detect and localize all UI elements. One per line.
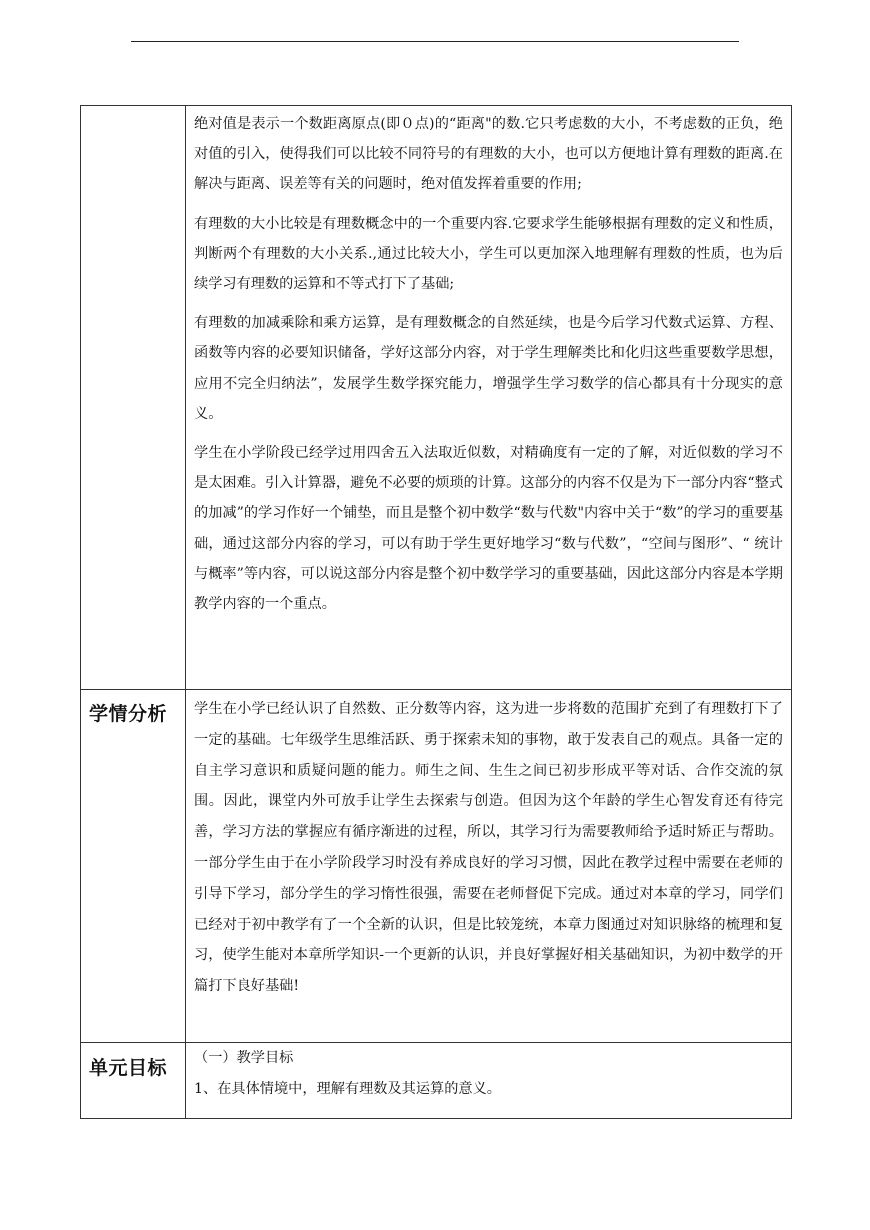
table-row bbox=[81, 690, 792, 1043]
row-label bbox=[81, 106, 185, 120]
paragraph-operations: 有理数的加减乘除和乘方运算，是有理数概念的自然延续，也是今后学习代数式运算、方程、函数等内容的必要知识储备，学好这部分内容，对于学生理解类比和化归这些重要数学思想，应用不完全归纳法”，发展学生数学探究能力，增强学生学习数学的信心都具有十分现实的意义。 bbox=[194, 315, 783, 422]
row-label-unit-goals: 单元目标 bbox=[89, 1057, 168, 1079]
paragraph-compare-size: 有理数的大小比较是有理数概念中的一个重要内容.它要求学生能够根据有理数的定义和性质，判断两个有理数的大小关系.,通过比较大小，学生可以更加深入地理解有理数的性质，也为后续学习有理数的运算和不等式打下了基础; bbox=[194, 215, 783, 293]
paragraph-student-analysis: 学生在小学已经认识了自然数、正分数等内容，这为进一步将数的范围扩充到了有理数打下了一定的基础。七年级学生思维活跃、勇于探索未知的事物，敢于发表自己的观点。具备一定的自主学习意识和质疑问题的能力。师生之间、生生之间已初步形成平等对话、合作交流的氛围。因此，课堂内外可放手让学生去探索与创造。但因为这个年龄的学生心智发育还有待完善，学习方法的掌握应有循序渐进的过程，所以，其学习行为需要教师给予适时矫正与帮助。一部分学生由于在小学阶段学习时没有养成良好的学习习惯，因此在教学过程中需要在老师的引导下学习，部分学生的学习惰性很强，需要在老师督促下完成。通过对本章的学习，同学们已经对于初中教学有了一个全新的认识，但是比较笼统，本章力图通过对知识脉络的梳理和复习，使学生能对本章所学知识-一个更新的认识，并良好掌握好相关基础知识，为初中数学的开篇打下良好基础! bbox=[194, 701, 783, 995]
header-rule bbox=[131, 41, 739, 42]
paragraph-approximation: 学生在小学阶段已经学过用四舍五入法取近似数，对精确度有一定的了解，对近似数的学习不是太困难。引入计算器，避免不必要的烦琐的计算。这部分的内容不仅是为下一部分内容“整式的加减”的学习作好一个铺垫，而且是整个初中数学“数与代数"内容中关于“数”的学习的重要基础，通过这部分内容的学习，可以有助于学生更好地学习“数与代数”，“空间与图形”、“ 统计与概率”等内容，可以说这部分内容是整个初中数学学习的重要基础，因此这部分内容是本学期教学内容的一个重点。 bbox=[194, 445, 783, 613]
goal-heading: （一）教学目标 bbox=[194, 1050, 294, 1066]
table-row bbox=[81, 106, 792, 690]
row-label-cell bbox=[81, 690, 186, 1043]
lesson-plan-table bbox=[80, 105, 792, 1119]
row-content-cell bbox=[186, 1043, 792, 1119]
row-label-student-analysis: 学情分析 bbox=[89, 703, 168, 725]
row-label-cell bbox=[81, 106, 186, 690]
table-row bbox=[81, 1043, 792, 1119]
goal-item: 1、在具体情境中，理解有理数及其运算的意义。 bbox=[194, 1081, 501, 1097]
row-label-cell bbox=[81, 1043, 186, 1119]
paragraph-absolute-value: 绝对值是表示一个数距离原点(即０点)的“距离"的数.它只考虑数的大小，不考虑数的正负，绝对值的引入，使得我们可以比较不同符号的有理数的大小，也可以方便地计算有理数的距离.在解决与距离、误差等有关的问题时，绝对值发挥着重要的作用; bbox=[194, 116, 783, 193]
row-content-cell bbox=[186, 106, 792, 690]
row-content-cell bbox=[186, 690, 792, 1043]
